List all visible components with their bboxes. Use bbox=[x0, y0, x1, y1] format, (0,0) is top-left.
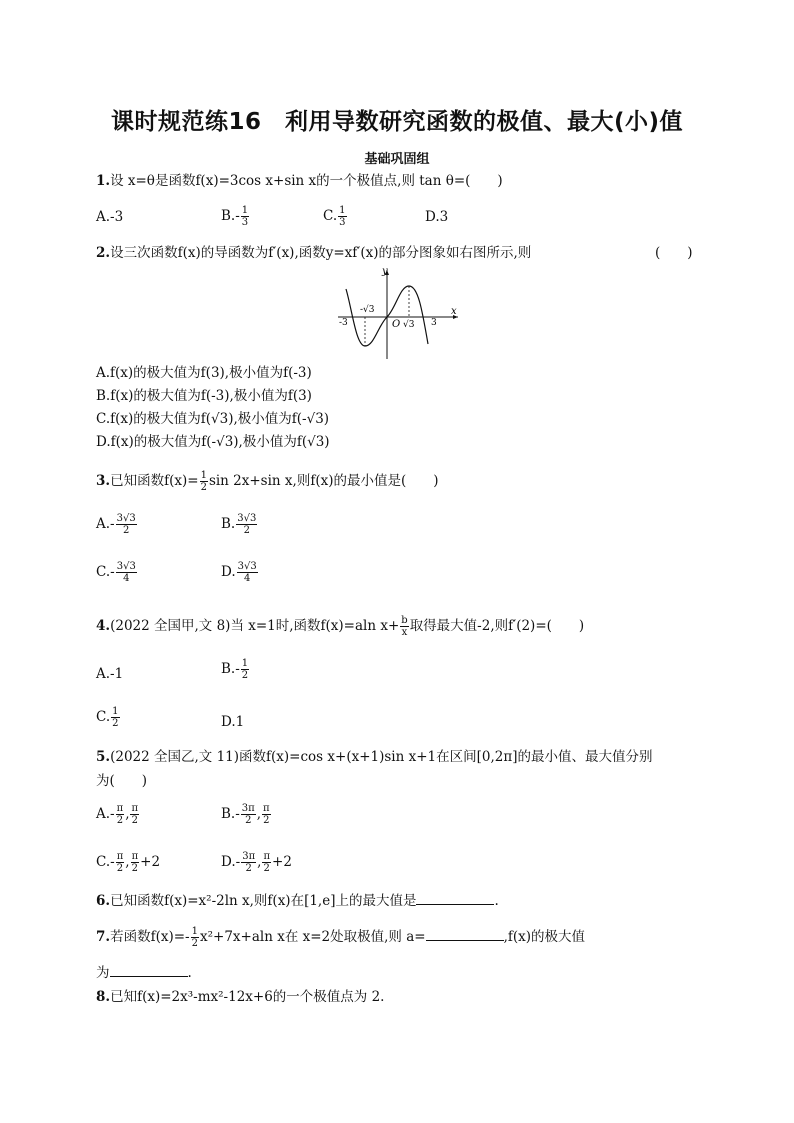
option-c: C.- $\frac{3√3}{4}$ bbox=[96, 561, 136, 584]
tick-pos3: 3 bbox=[431, 318, 437, 328]
option-a: A.-3 bbox=[96, 209, 124, 225]
option-a: A.- $\frac{3√3}{2}$ bbox=[96, 513, 136, 536]
question-3: 3.已知函数f(x)= $\frac{1}{2}$ sin 2x+sin x,则f(x)的最小值是( ) bbox=[96, 470, 439, 493]
question-number: 1. bbox=[96, 173, 111, 189]
question-6: 6.已知函数f(x)=x²-2ln x,则f(x)在[1,e]上的最大值是 . bbox=[96, 893, 499, 909]
question-number: 2. bbox=[96, 245, 111, 261]
question-number: 3. bbox=[96, 473, 111, 489]
answer-blank-max[interactable] bbox=[110, 964, 188, 977]
fraction: $\frac{1}{2}$ bbox=[200, 470, 207, 493]
answer-paren: ( ) bbox=[655, 245, 693, 261]
option-b: B. $\frac{3√3}{2}$ bbox=[221, 513, 257, 536]
option-d: D.1 bbox=[221, 714, 245, 730]
option-c: C.- $\frac{\pi}{2}$ , $\frac{\pi}{2}$ +2 bbox=[96, 851, 161, 874]
question-4: 4.(2022 全国甲,文 8)当 x=1时,函数f(x)=aln x+ $\frac{b}{x}$ 取得最大值-2,则f′(2)=( ) bbox=[96, 615, 585, 638]
option-c: C.f(x)的极大值为f(√3),极小值为f(-√3) bbox=[96, 411, 330, 427]
option-b: B.f(x)的极大值为f(-3),极小值为f(3) bbox=[96, 388, 312, 404]
option-b: B.- $\frac{1}{3}$ bbox=[221, 205, 249, 228]
answer-blank-a[interactable] bbox=[426, 928, 504, 941]
option-a: A.-1 bbox=[96, 666, 124, 682]
fraction: $\frac{1}{2}$ bbox=[112, 706, 119, 729]
question-5-line2: 为( ) bbox=[96, 773, 148, 789]
question-5: 5.(2022 全国乙,文 11)函数f(x)=cos x+(x+1)sin x+1在区间[0,2π]的最小值、最大值分别 bbox=[96, 749, 653, 765]
section-heading: 基础巩固组 bbox=[364, 152, 430, 167]
question-number: 4. bbox=[96, 618, 111, 634]
fraction: $\frac{3√3}{4}$ bbox=[116, 561, 136, 584]
option-a: A.- $\frac{\pi}{2}$ , $\frac{\pi}{2}$ bbox=[96, 803, 139, 826]
question-1 bbox=[96, 172, 503, 190]
derivative-graph bbox=[330, 264, 470, 362]
fraction: $\frac{3√3}{2}$ bbox=[116, 513, 136, 536]
fraction: $\frac{1}{3}$ bbox=[241, 205, 249, 228]
page-title: 课时规范练16 利用导数研究函数的极值、最大(小)值 bbox=[110, 109, 684, 135]
y-label: y bbox=[382, 266, 388, 277]
option-b: B.- $\frac{3\pi}{2}$ , $\frac{\pi}{2}$ bbox=[221, 803, 270, 826]
question-text: 设三次函数f(x)的导函数为f′(x),函数y=xf′(x)的部分图象如右图所示,则 bbox=[110, 245, 532, 261]
option-d: D.3 bbox=[425, 209, 449, 225]
question-2 bbox=[96, 244, 531, 262]
option-d: D.- $\frac{3\pi}{2}$ , $\frac{\pi}{2}$ +2 bbox=[221, 851, 292, 874]
option-d: D.f(x)的极大值为f(-√3),极小值为f(√3) bbox=[96, 434, 330, 450]
question-number: 6. bbox=[96, 893, 111, 909]
fraction: $\frac{3√3}{4}$ bbox=[237, 561, 257, 584]
question-8: 8.已知f(x)=2x³-mx²-12x+6的一个极值点为 2. bbox=[96, 989, 385, 1005]
fraction: $\frac{1}{2}$ bbox=[191, 926, 198, 949]
fraction: $\frac{1}{2}$ bbox=[241, 658, 249, 681]
question-number: 8. bbox=[96, 989, 111, 1005]
fraction: $\frac{1}{3}$ bbox=[339, 205, 346, 228]
origin-label: O bbox=[392, 319, 401, 330]
question-number: 5. bbox=[96, 749, 111, 765]
fraction: $\frac{3√3}{2}$ bbox=[237, 513, 257, 536]
tick-sqrt3: √3 bbox=[403, 320, 415, 330]
tick-neg3: -3 bbox=[339, 318, 348, 328]
answer-blank[interactable] bbox=[416, 892, 494, 905]
tick-negsqrt3: -√3 bbox=[360, 305, 375, 315]
option-b: B.- $\frac{1}{2}$ bbox=[221, 658, 249, 681]
option-d: D. $\frac{3√3}{4}$ bbox=[221, 561, 257, 584]
option-a: A.f(x)的极大值为f(3),极小值为f(-3) bbox=[96, 365, 312, 381]
question-number: 7. bbox=[96, 929, 111, 945]
option-c: C. $\frac{1}{3}$ bbox=[323, 205, 346, 228]
option-c: C. $\frac{1}{2}$ bbox=[96, 706, 119, 729]
question-7: 7.若函数f(x)=- $\frac{1}{2}$ x²+7x+aln x在 x=2处取极值,则 a= ,f(x)的极大值 bbox=[96, 926, 586, 949]
question-7-line2: 为 . bbox=[96, 965, 192, 981]
question-text: 设 x=θ是函数f(x)=3cos x+sin x的一个极值点,则 tan θ=( ) bbox=[110, 173, 503, 189]
fraction: $\frac{b}{x}$ bbox=[401, 615, 408, 638]
x-label: x bbox=[451, 306, 457, 317]
